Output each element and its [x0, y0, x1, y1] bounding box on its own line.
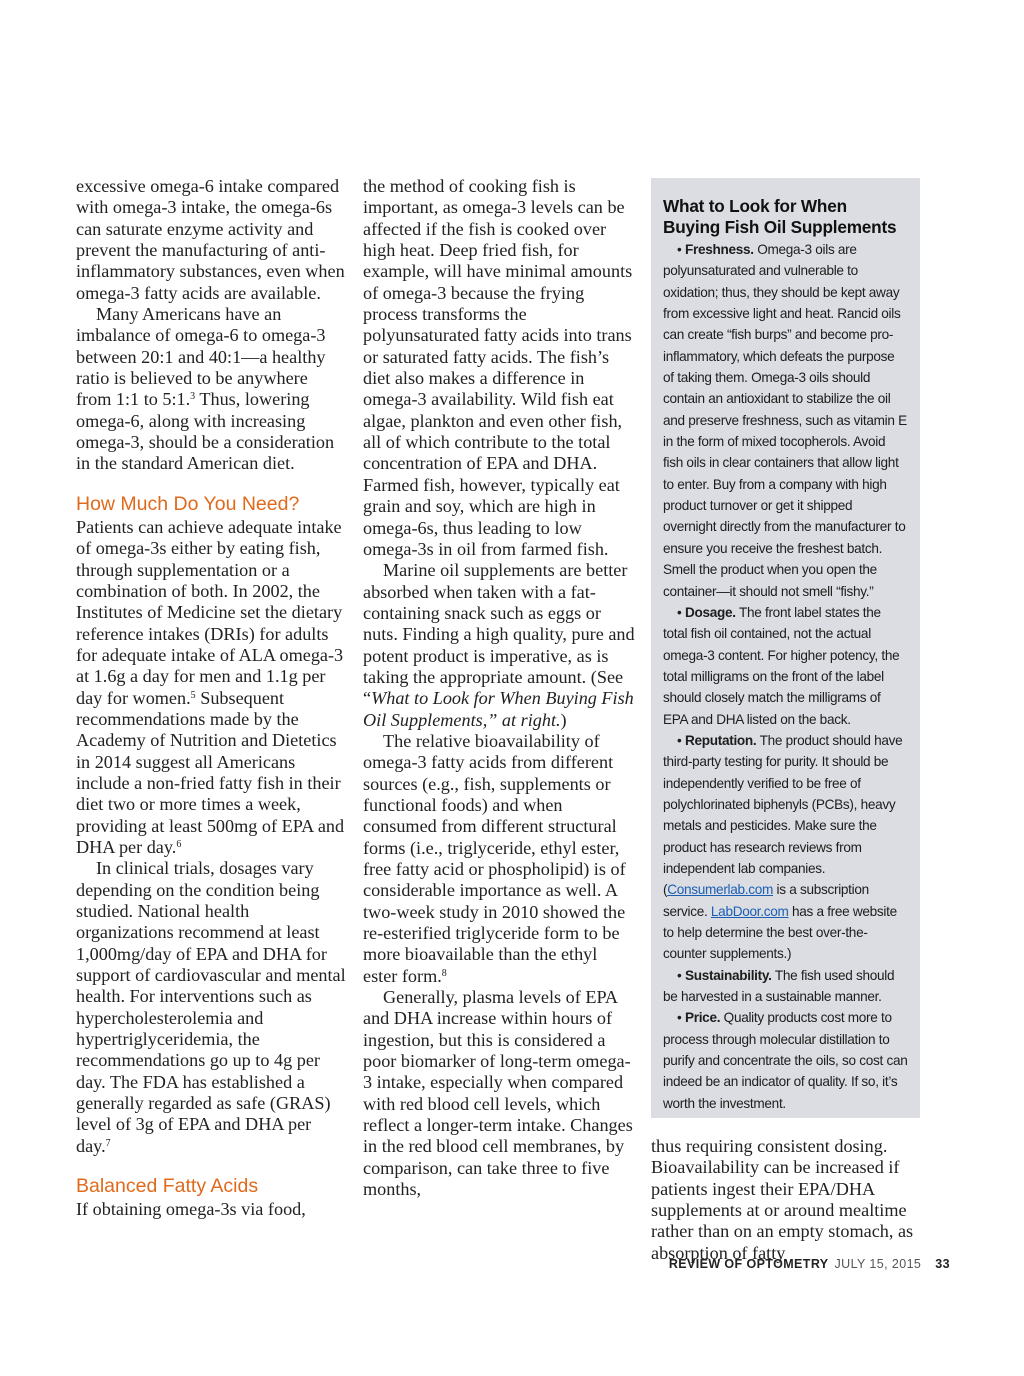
- item-text: has a free website to help determine the best over-the-counter supplements.): [663, 903, 897, 962]
- bullet: •: [677, 604, 682, 620]
- body-paragraph: [76, 858, 346, 1157]
- body-paragraph: excessive omega-6 intake compared with omega-3 intake, the omega-6s can saturate enzyme activity and prevent the manufacturing of anti-inflammatory substances, even when omega-3 fatty acids are available.: [76, 176, 345, 303]
- body-paragraph: [363, 731, 635, 987]
- bullet: •: [677, 1010, 682, 1026]
- italic-reference: What to Look for When Buying Fish Oil Supplements,” at right.: [363, 688, 634, 730]
- bullet: •: [677, 242, 682, 257]
- item-text: is a subscription service.: [663, 882, 869, 919]
- body-paragraph: [76, 517, 346, 859]
- text-run: Subsequent recommendations made by the Academy of Nutrition and Dietetics in 2014 suggest all Americans include a non-fried fatty fish in their diet two or more times a week, providing at least 500mg of EPA and DHA per day.: [76, 687, 345, 857]
- sidebar-item-price: [663, 1007, 908, 1114]
- section-heading: Balanced Fatty Acids: [76, 1175, 259, 1198]
- issue-date: JULY 15, 2015: [834, 1257, 922, 1271]
- sidebar-item-dosage: [663, 602, 908, 730]
- consumerlab-link[interactable]: Consumerlab.com: [667, 882, 774, 898]
- publication-name: REVIEW OF OPTOMETRY: [668, 1257, 829, 1271]
- article-column-3: [651, 1136, 923, 1264]
- bullet: •: [677, 732, 682, 748]
- item-text: Omega-3 oils are polyunsaturated and vulnerable to oxidation; thus, they should be kept away from excessive light and heat. Rancid oils can create “fish burps” and become pro-inflammatory, which defeats the purpose of taking them. Omega-3 oils should contain an antioxidant to stabilize the oil and preserve freshness, such as vitamin E in the form of mixed tocopherols. Avoid fish oils in clear containers that allow light to enter. Buy from a company with high product turnover or get it shipped overnight directly from the manufacturer to ensure you receive the freshest batch. Smell the product when you open the container—it should not smell “fishy.”: [663, 242, 907, 599]
- reference-superscript: 7: [105, 1137, 111, 1149]
- text-run: Marine oil supplements are better absorbed when taken with a fat-containing snack such as eggs or nuts. Finding a high quality, pure and potent product is imperative, as is taking the appropriate amount. (See “: [363, 560, 635, 709]
- reference-superscript: 3: [190, 391, 196, 403]
- reference-superscript: 8: [441, 967, 447, 979]
- body-paragraph: If obtaining omega-3s via food,: [76, 1199, 306, 1220]
- reference-superscript: 6: [176, 838, 182, 850]
- body-paragraph: [76, 304, 346, 475]
- sidebar-item-sustainability: [663, 965, 908, 1008]
- labdoor-link[interactable]: LabDoor.com: [710, 903, 789, 919]
- item-text: Quality products cost more to process through molecular distillation to purify and concentrate the oils, so cost can indeed be an indicator of quality. If so, it’s worth the investment.: [663, 1010, 908, 1111]
- sidebar-box: [651, 178, 920, 1118]
- sidebar-title: What to Look for When Buying Fish Oil Supplements: [663, 196, 897, 237]
- reference-superscript: 5: [190, 689, 196, 701]
- item-text: The fish used should be harvested in a sustainable manner.: [663, 967, 895, 1005]
- text-run: The relative bioavailability of omega-3 fatty acids from different sources (e.g., fish, supplements or functional foods) and when consumed from different structural forms (i.e., triglyceride, ethyl ester, free fatty acid or phospholipid) is of considerable importance as well. A two-week study in 2010 showed the re-esterified triglyceride form to be more bioavailable than the ethyl ester form.: [363, 730, 626, 986]
- page-footer: [0, 1257, 950, 1271]
- sidebar-item-freshness: [663, 239, 908, 602]
- sidebar-item-reputation: [663, 730, 908, 965]
- item-lead: Reputation.: [684, 732, 757, 748]
- body-paragraph: Generally, plasma levels of EPA and DHA increase within hours of ingestion, but this is considered a poor biomarker of long-term omega-3 intake, especially when compared with red blood cell levels, which reflect a longer-term intake. Changes in the red blood cell membranes, by comparison, can take three to five months,: [363, 987, 633, 1200]
- text-run: ): [560, 709, 567, 730]
- item-text: The front label states the total fish oil contained, not the actual omega-3 content. For higher potency, the total milligrams on the front of the label should closely match the milligrams of EPA and DHA listed on the back.: [663, 604, 900, 727]
- text-run: Many Americans have an imbalance of omega-6 to omega-3 between 20:1 and 40:1—a healthy ratio is believed to be anywhere from 1:1 to 5:1.: [76, 304, 326, 410]
- text-run: Thus, lowering omega-6, along with increasing omega-3, should be a consideration in the standard American diet.: [76, 389, 335, 474]
- item-lead: Dosage.: [684, 604, 736, 620]
- section-heading: How Much Do You Need?: [76, 492, 300, 515]
- body-paragraph: [363, 560, 635, 731]
- body-paragraph: thus requiring consistent dosing. Bioavailability can be increased if patients ingest their EPA/DHA supplements at or around mealtime rather than on an empty stomach, as absorption of fatty: [651, 1136, 914, 1263]
- bullet: •: [677, 967, 682, 983]
- article-column-1: [76, 176, 346, 1220]
- text-run: Patients can achieve adequate intake of omega-3s either by eating fish, through supplementation or a combination of both. In 2002, the Institutes of Medicine set the dietary reference intakes (DRIs) for adults for adequate intake of ALA omega-3 at 1.6g a day for men and 1.1g per day for women.: [76, 516, 344, 708]
- article-column-2: [363, 176, 635, 1201]
- item-lead: Sustainability.: [684, 967, 772, 983]
- item-lead: Freshness.: [684, 242, 754, 257]
- text-run: In clinical trials, dosages vary depending on the condition being studied. National health organizations recommend at least 1,000mg/day of EPA and DHA for support of cardiovascular and mental health. For interventions such as hypercholesterolemia and hypertriglyceridemia, the recommendations go up to 4g per day. The FDA has established a generally regarded as safe (GRAS) level of 3g of EPA and DHA per day.: [76, 858, 346, 1156]
- item-lead: Price.: [684, 1010, 721, 1026]
- page-number: 33: [935, 1257, 950, 1271]
- body-paragraph: the method of cooking fish is important, as omega-3 levels can be affected if the fish is cooked over high heat. Deep fried fish, for example, will have minimal amounts of omega-3 because the frying process transforms the polyunsaturated fatty acids into trans or saturated fatty acids. The fish’s diet also makes a difference in omega-3 availability. Wild fish eat algae, plankton and even other fish, all of which contribute to the total concentration of EPA and DHA. Farmed fish, however, typically eat grain and soy, which are high in omega-6s, thus leading to low omega-3s in oil from farmed fish.: [363, 176, 633, 559]
- item-text: The product should have third-party testing for purity. It should be independently verified to be free of polychlorinated biphenyls (PCBs), heavy metals and pesticides. Make sure the product has research reviews from independent lab companies. (: [663, 732, 903, 898]
